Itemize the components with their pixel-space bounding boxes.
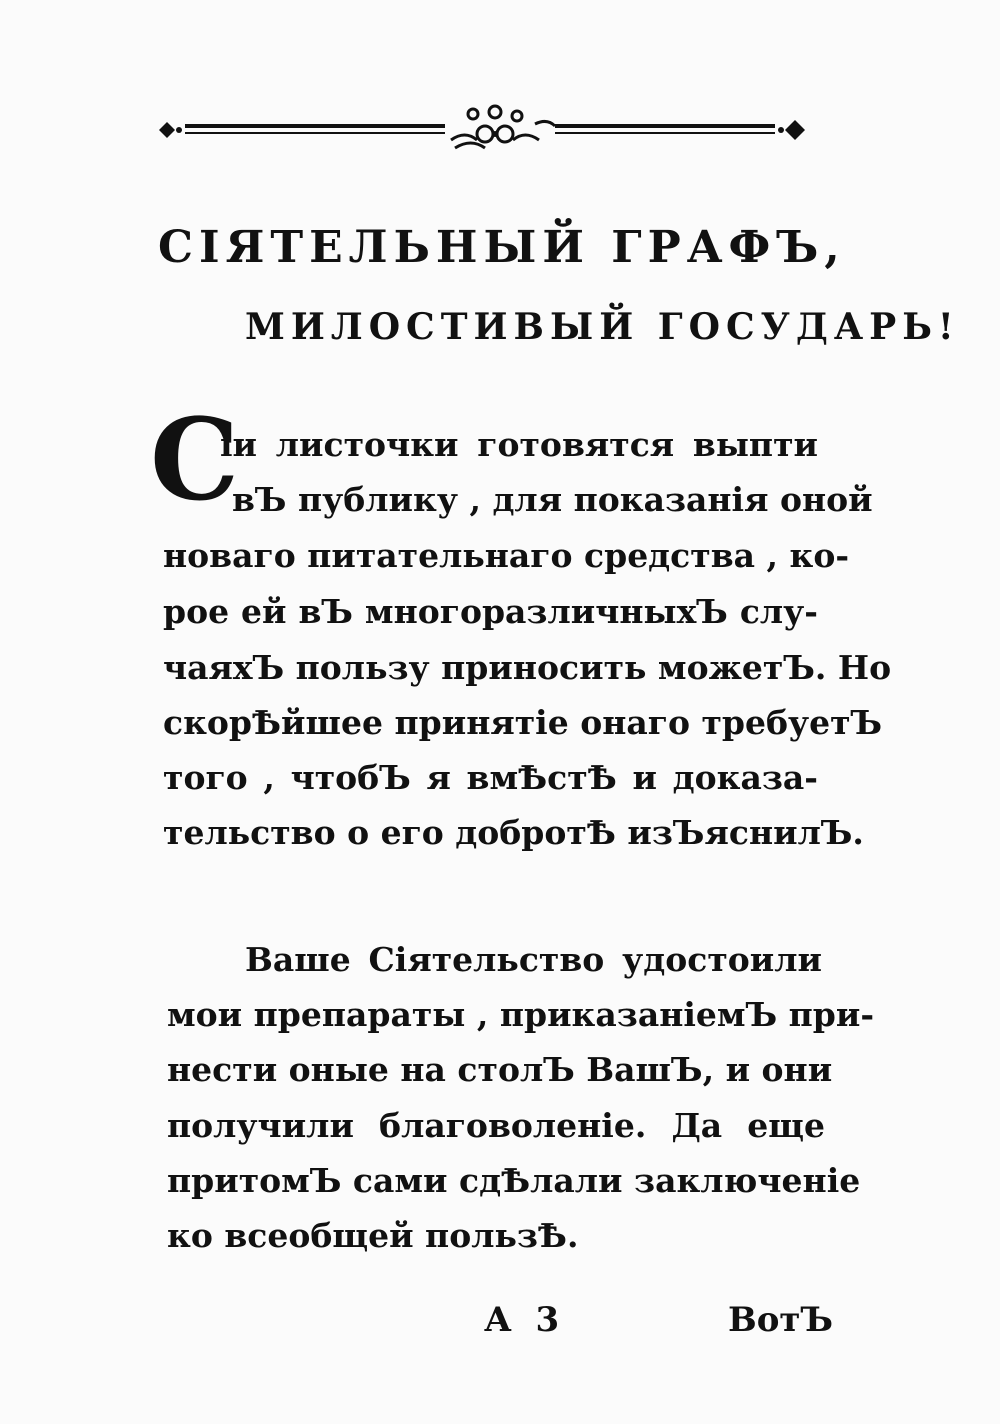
paragraph-1-line: скорѢйшее принятіе онаго требуетЪ	[163, 703, 883, 742]
salutation-line-1: СІЯТЕЛЬНЫЙ ГРАФЪ,	[158, 222, 846, 273]
paragraph-1-line: іи листочки готовятся выпти	[220, 425, 818, 464]
signature-mark: А 3	[484, 1300, 566, 1340]
paragraph-2-line: притомЪ сами сдѢлали заключеніе	[167, 1161, 861, 1200]
paragraph-2-line: ко всеобщей пользѢ.	[167, 1216, 579, 1255]
paragraph-2-line: Ваше Сіятельство удостоили	[245, 940, 822, 979]
paragraph-1-line: тельство о его добротѢ изЪяснилЪ.	[163, 813, 864, 852]
catchword: ВотЪ	[728, 1300, 834, 1340]
paragraph-1-line: рое ей вЪ многоразличныхЪ слу-	[163, 592, 818, 631]
salutation-line-2: МИЛОСТИВЫЙ ГОСУДАРЬ!	[245, 306, 960, 348]
paragraph-1-line: новаго питательнаго средства , ко-	[163, 536, 850, 575]
paragraph-2-line: мои препараты , приказаніемЪ при-	[167, 995, 875, 1034]
paragraph-2-line: получили благоволеніе. Да еще	[167, 1106, 825, 1145]
paragraph-1-line: того , чтобЪ я вмѢстѢ и доказа-	[163, 758, 818, 797]
paragraph-2-line: нести оные на столЪ ВашЪ, и они	[167, 1050, 833, 1089]
paragraph-1-line: чаяхЪ пользу приносить можетЪ. Но	[163, 648, 892, 687]
drop-capital: С	[150, 395, 240, 526]
paragraph-1-line: вЪ публику , для показанія оной	[232, 480, 873, 519]
decorative-ornament	[155, 100, 810, 160]
